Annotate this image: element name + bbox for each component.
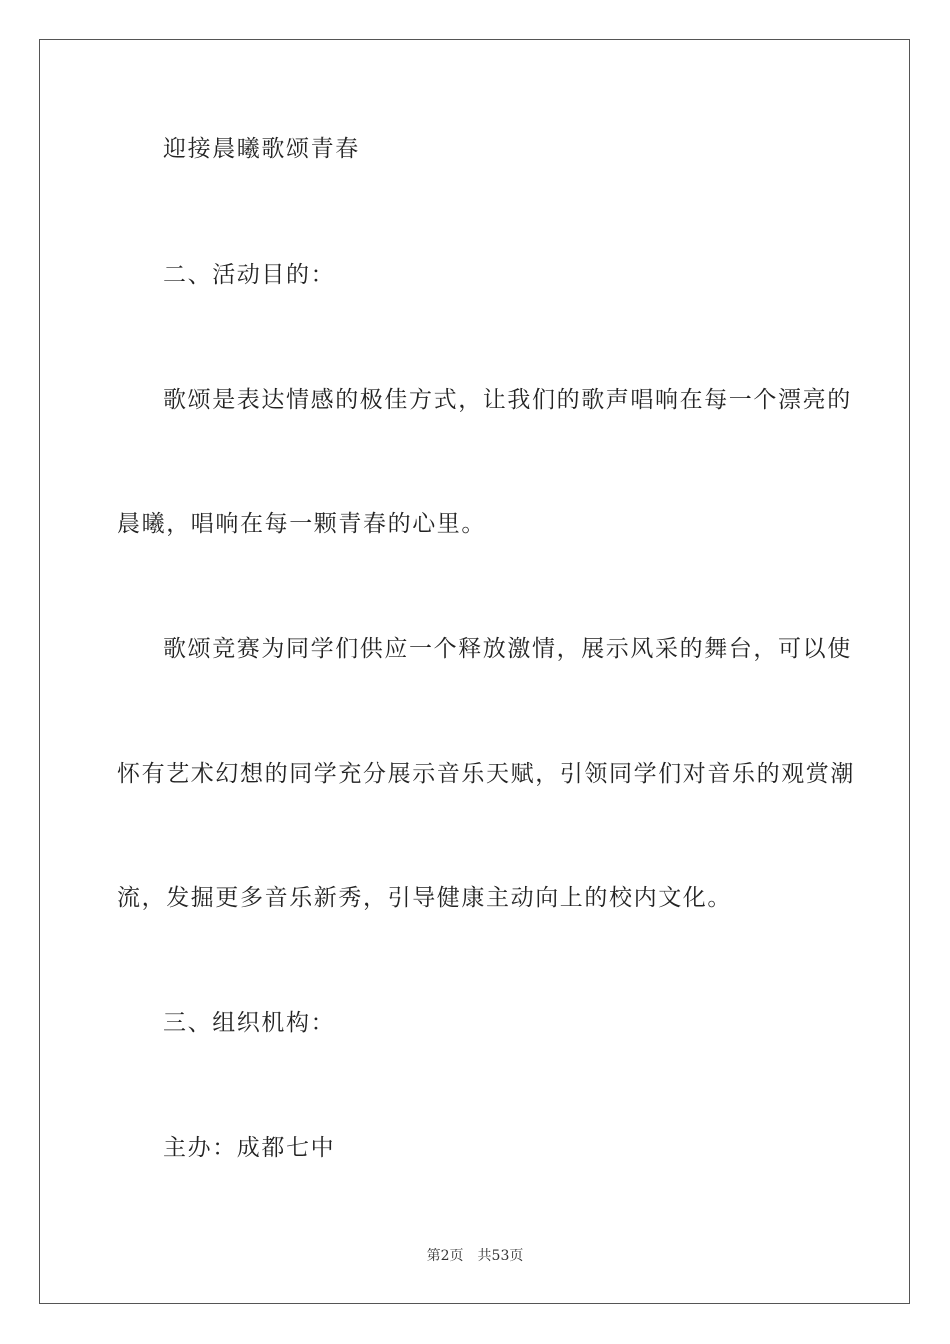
page-total: 共53页 [477,1248,524,1264]
page-number: 第2页 [426,1248,464,1264]
page-border [39,39,910,1304]
paragraph-line: 歌颂竞赛为同学们供应一个释放激情，展示风采的舞台，可以使 [163,636,852,662]
section-heading-purpose: 二、活动目的： [163,262,336,288]
organizer-line: 主办：成都七中 [163,1135,336,1161]
paragraph-line: 歌颂是表达情感的极佳方式，让我们的歌声唱响在每一个漂亮的 [163,387,852,413]
paragraph-line: 怀有艺术幻想的同学充分展示音乐天赋，引领同学们对音乐的观赏潮 [117,761,855,787]
paragraph-line: 晨曦，唱响在每一颗青春的心里。 [117,511,486,537]
section-heading-organization: 三、组织机构： [163,1010,336,1036]
paragraph-line: 流，发掘更多音乐新秀，引导健康主动向上的校内文化。 [117,885,732,911]
activity-theme-line: 迎接晨曦歌颂青春 [163,136,360,162]
page-footer [0,1245,950,1265]
